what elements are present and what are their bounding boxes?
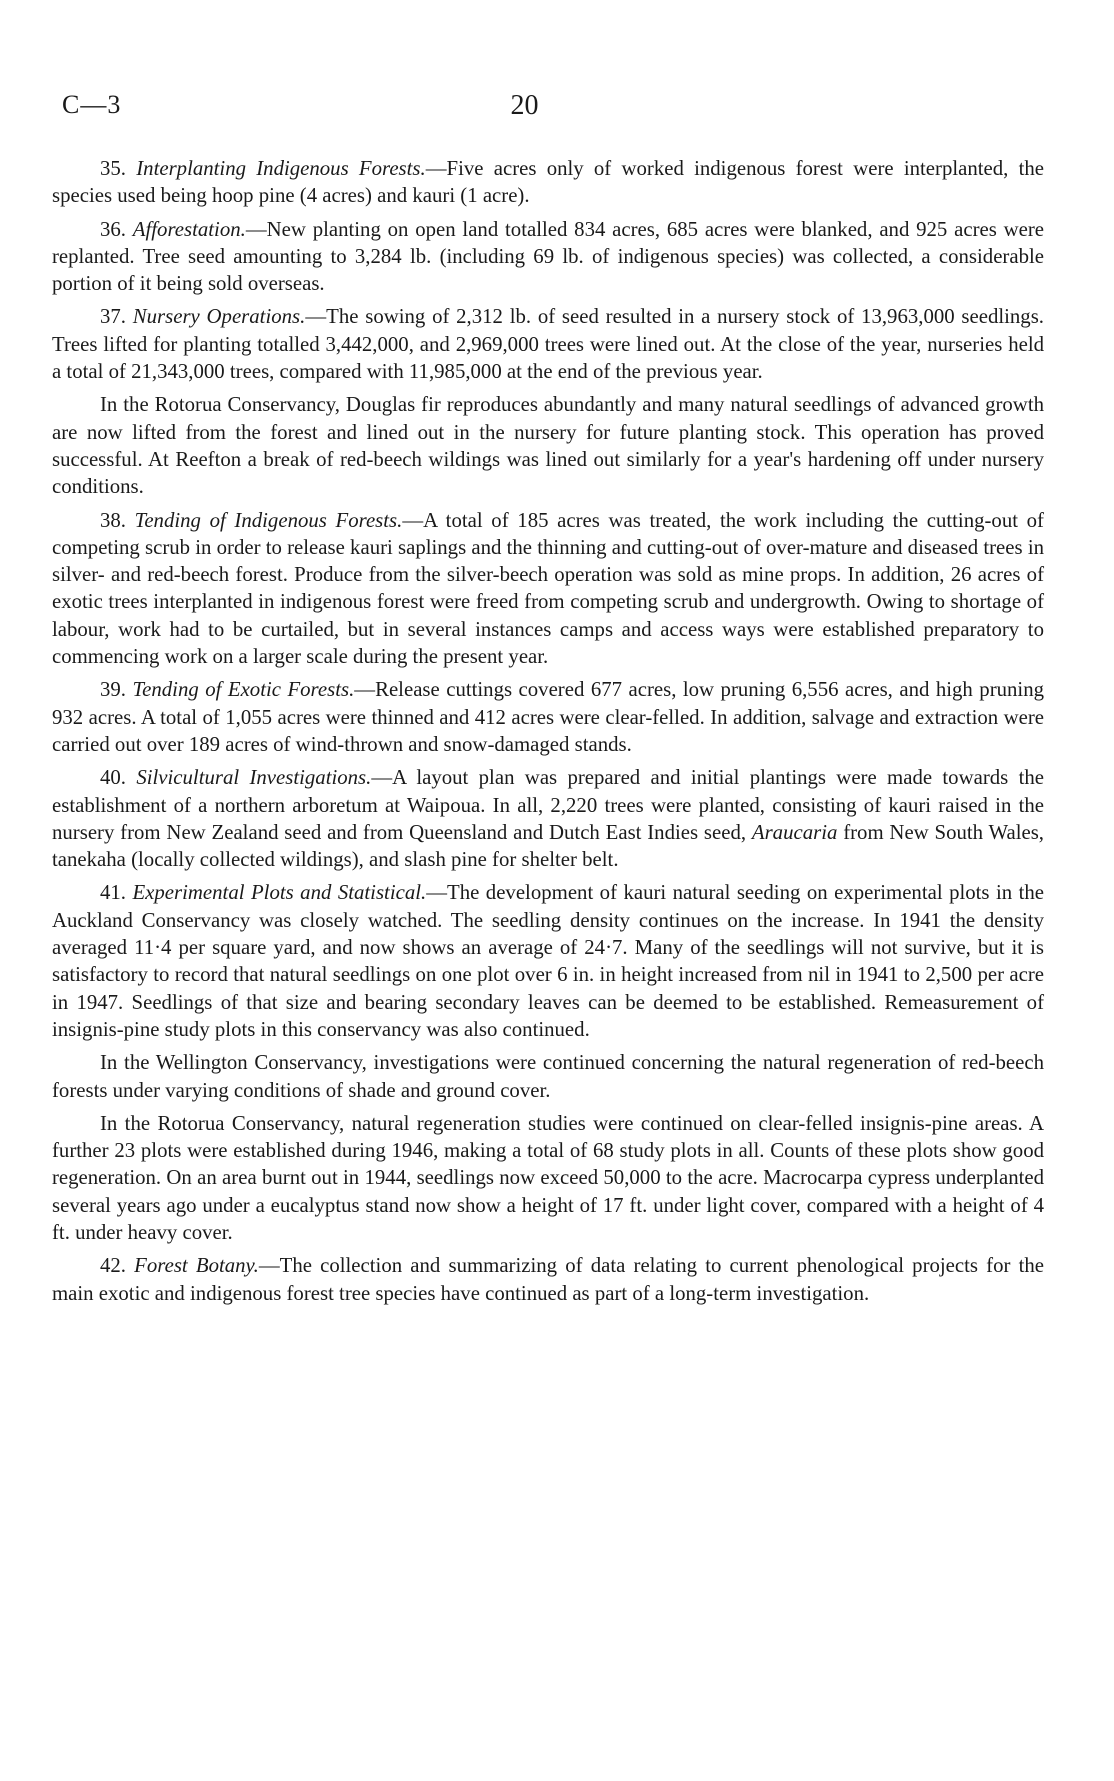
paragraph-heading: Interplanting Indigenous Forests. bbox=[136, 157, 426, 180]
paragraph-heading: Afforestation. bbox=[132, 217, 246, 241]
paragraph-39 bbox=[52, 676, 1044, 758]
paragraph-text: In the Rotorua Conservancy, Douglas fir reproduces abundantly and many natural seedlings of advanced growth are now lifted from the forest and lined out in the nursery for future planting stock. This operation has proved successful. At Reefton a break of red-beech wildings was lined out similarly for a year's hardening off under nursery conditions. bbox=[52, 393, 1044, 499]
paragraph-text: —Release cuttings covered 677 acres, low pruning 6,556 acres, and high pruning 932 acres. A total of 1,055 acres were thinned and 412 acres were clear-felled. In addition, salvage and extraction were carried out over 189 acres of wind-thrown and snow-damaged stands. bbox=[52, 678, 1044, 756]
page-number: 20 bbox=[510, 90, 539, 121]
paragraph-text: —The collection and summarizing of data relating to current phenological projects for the main exotic and indigenous forest tree species have continued as part of a long-term investigation. bbox=[52, 1254, 1044, 1305]
paragraph-heading: Tending of Indigenous Forests. bbox=[134, 508, 403, 532]
paragraph-37 bbox=[52, 303, 1044, 385]
paragraph-number: 35. bbox=[100, 157, 126, 180]
body-text bbox=[52, 155, 1044, 1313]
paragraph-41 bbox=[52, 879, 1044, 1043]
paragraph-text: —New planting on open land totalled 834 acres, 685 acres were blanked, and 925 acres were replanted. Tree seed amounting to 3,284 lb. (including 69 lb. of indigenous species) was collected, a considerable portion of it being sold overseas. bbox=[52, 217, 1045, 296]
paragraph-number: 38. bbox=[100, 508, 126, 532]
paragraph-text: —A layout plan was prepared and initial plantings were made towards the establishment of a northern arboretum at Waipoua. In all, 2,220 trees were planted, consisting of kauri raised in the nursery from New Zealand seed and from Queensland and Dutch East Indies seed, bbox=[52, 766, 1044, 844]
paragraph-number: 36. bbox=[100, 217, 126, 241]
paragraph-42 bbox=[52, 1252, 1044, 1307]
paragraph-38 bbox=[52, 507, 1044, 671]
paragraph-37-continued bbox=[52, 391, 1044, 500]
paragraph-number: 42. bbox=[100, 1254, 126, 1278]
paragraph-heading: Nursery Operations. bbox=[132, 305, 306, 329]
paragraph-text: —A total of 185 acres was treated, the work including the cutting-out of competing scrub in order to release kauri saplings and the thinning and cutting-out of over-mature and diseased trees in silver- and red-beech forest. Produce from the silver-beech operation was sold as mine props. In addition, 26 acres of exotic trees interplanted in indigenous forest were freed from competing scrub and undergrowth. Owing to shortage of labour, work had to be curtailed, but in several instances camps and access ways were established preparatory to commencing work on a larger scale during the present year. bbox=[52, 508, 1044, 669]
document-code: C—3 bbox=[62, 90, 122, 119]
page-header bbox=[62, 90, 1047, 122]
paragraph-40 bbox=[52, 764, 1044, 873]
paragraph-text: In the Wellington Conservancy, investigations were continued concerning the natural regeneration of red-beech forests under varying conditions of shade and ground cover. bbox=[52, 1051, 1044, 1102]
paragraph-41-rotorua bbox=[52, 1110, 1044, 1246]
paragraph-35 bbox=[52, 155, 1044, 210]
paragraph-heading: Silvicultural Investigations. bbox=[136, 766, 372, 790]
paragraph-heading: Tending of Exotic Forests. bbox=[132, 678, 355, 702]
paragraph-number: 39. bbox=[100, 678, 126, 702]
paragraph-number: 37. bbox=[100, 305, 126, 329]
paragraph-text: —The sowing of 2,312 lb. of seed resulted in a nursery stock of 13,963,000 seedlings. Trees lifted for planting totalled 3,442,000, and 2,969,000 trees were lined out. At the close of the year, nurseries held a total of 21,343,000 trees, compared with 11,985,000 at the end of the previous year. bbox=[52, 305, 1044, 384]
paragraph-heading: Experimental Plots and Statistical. bbox=[132, 881, 427, 905]
paragraph-heading: Forest Botany. bbox=[134, 1254, 259, 1278]
paragraph-text: —The development of kauri natural seeding on experimental plots in the Auckland Conservancy was closely watched. The seedling density continues on the increase. In 1941 the density averaged 11·4 per square yard, and now shows an average of 24·7. Many of the seedlings will not survive, but it is satisfactory to record that natural seedlings on one plot over 6 in. in height increased from nil in 1941 to 2,500 per acre in 1947. Seedlings of that size and bearing secondary leaves can be deemed to be established. Remeasurement of insignis-pine study plots in this conservancy was also continued. bbox=[52, 881, 1045, 1041]
paragraph-36 bbox=[52, 216, 1044, 298]
paragraph-text: In the Rotorua Conservancy, natural regeneration studies were continued on clear-felled insignis-pine areas. A further 23 plots were established during 1946, making a total of 68 study plots in all. Counts of these plots show good regeneration. On an area burnt out in 1944, seedlings now exceed 50,000 to the acre. Macrocarpa cypress underplanted several years ago under a eucalyptus stand now show a height of 17 ft. under light cover, compared with a height of 4 ft. under heavy cover. bbox=[52, 1111, 1044, 1244]
paragraph-41-wellington bbox=[52, 1049, 1044, 1104]
paragraph-number: 40. bbox=[100, 766, 126, 790]
paragraph-number: 41. bbox=[100, 881, 126, 905]
species-name-italic: Araucaria bbox=[751, 820, 838, 844]
paragraph-text: from New South Wales, tanekaha (locally collected wildings), and slash pine for shelter belt. bbox=[52, 820, 1044, 872]
paragraph-text: —Five acres only of worked indigenous forest were interplanted, the species used being hoop pine (4 acres) and kauri (1 acre). bbox=[52, 157, 1045, 208]
